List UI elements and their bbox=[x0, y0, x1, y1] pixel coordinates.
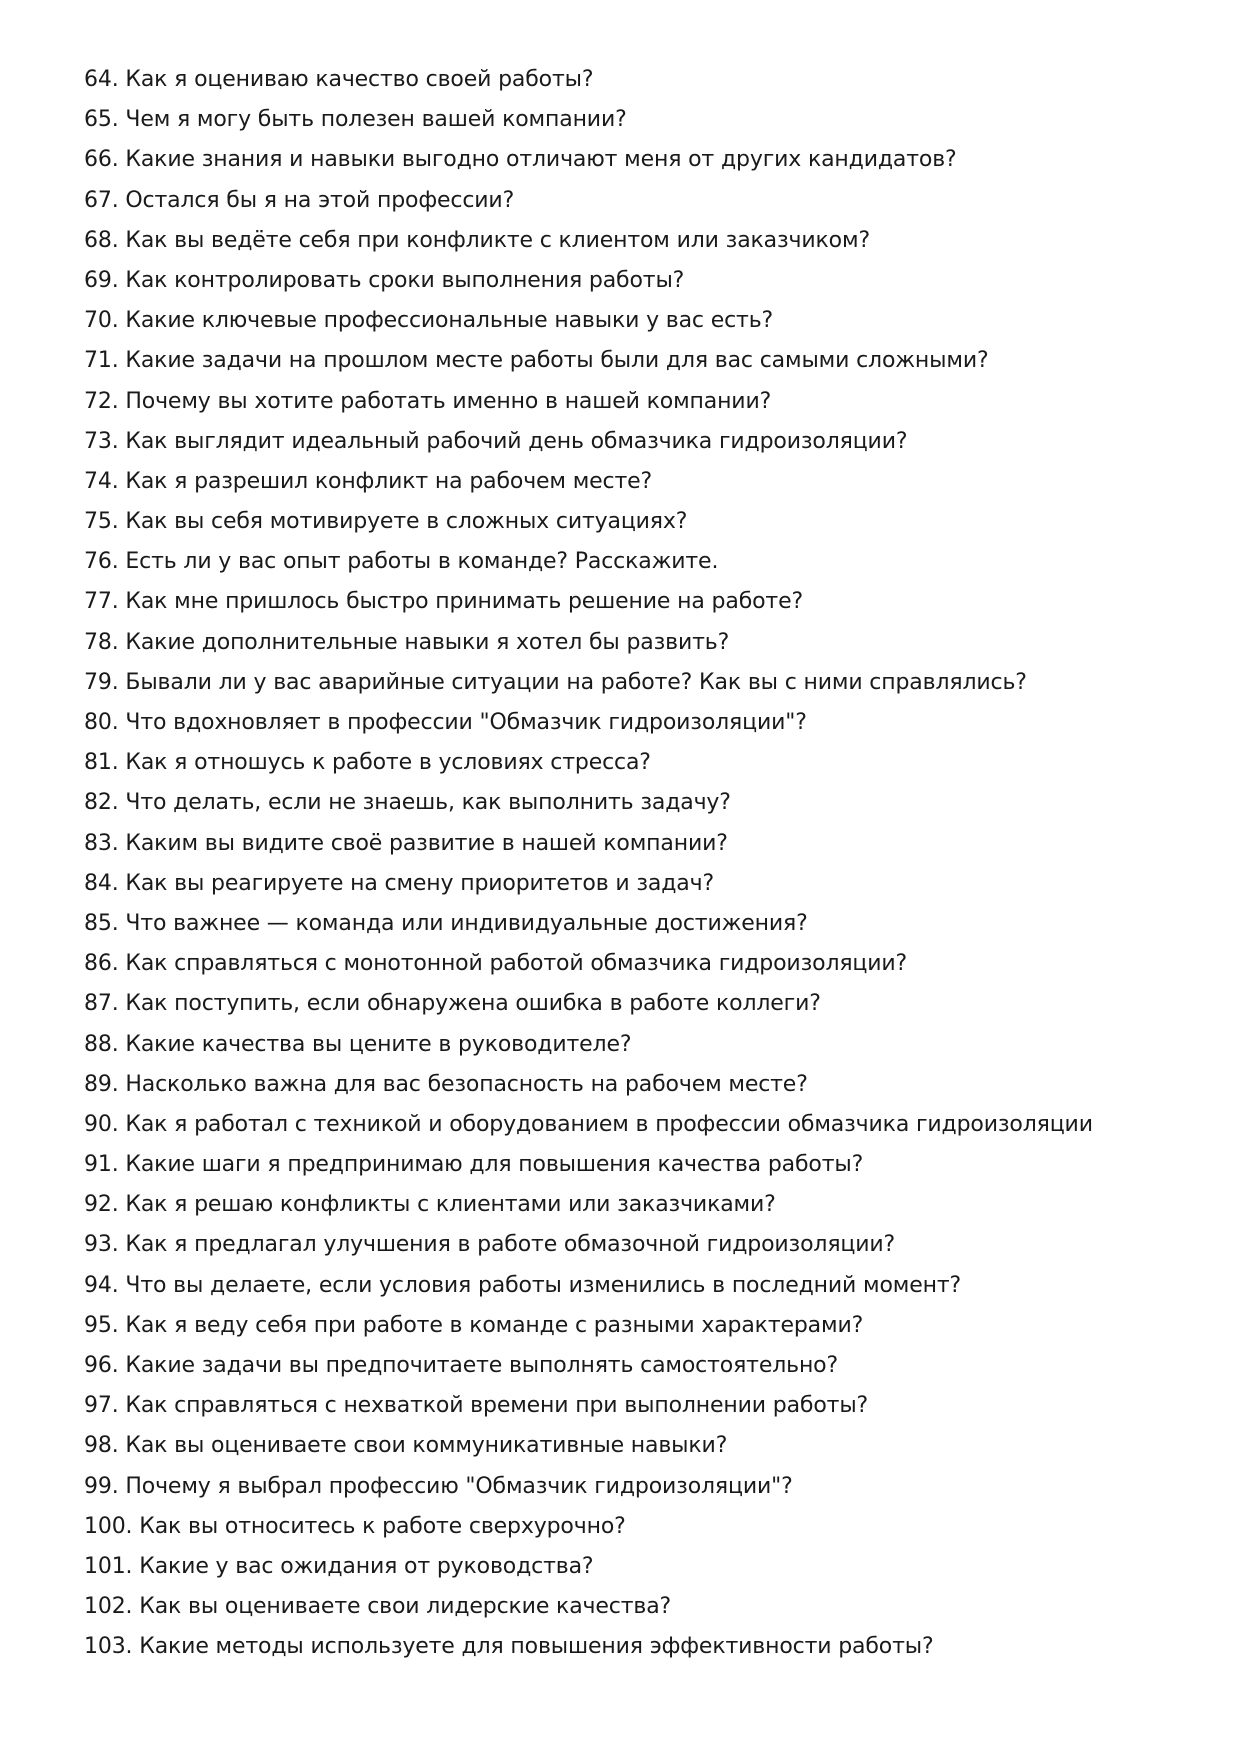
question-item: 74. Как я разрешил конфликт на рабочем месте? bbox=[84, 468, 653, 494]
question-item: 86. Как справляться с монотонной работой обмазчика гидроизоляции? bbox=[84, 951, 908, 977]
question-item: 89. Насколько важна для вас безопасность на рабочем месте? bbox=[84, 1071, 808, 1097]
question-item: 103. Какие методы используете для повышения эффективности работы? bbox=[84, 1634, 934, 1660]
question-item: 78. Какие дополнительные навыки я хотел бы развить? bbox=[84, 629, 730, 655]
question-item: 100. Как вы относитесь к работе сверхурочно? bbox=[84, 1513, 626, 1539]
question-item: 94. Что вы делаете, если условия работы изменились в последний момент? bbox=[84, 1272, 962, 1298]
question-item: 72. Почему вы хотите работать именно в нашей компании? bbox=[84, 388, 772, 414]
question-item: 80. Что вдохновляет в профессии "Обмазчик гидроизоляции"? bbox=[84, 710, 807, 735]
question-item: 68. Как вы ведёте себя при конфликте с клиентом или заказчиком? bbox=[84, 227, 870, 253]
question-item: 64. Как я оцениваю качество своей работы? bbox=[84, 67, 594, 92]
question-item: 84. Как вы реагируете на смену приоритетов и задач? bbox=[84, 870, 715, 896]
question-item: 81. Как я отношусь к работе в условиях стресса? bbox=[84, 750, 651, 776]
question-item: 92. Как я решаю конфликты с клиентами или заказчиками? bbox=[84, 1192, 776, 1218]
question-item: 76. Есть ли у вас опыт работы в команде? Расскажите. bbox=[84, 549, 719, 575]
question-item: 70. Какие ключевые профессиональные навыки у вас есть? bbox=[84, 308, 774, 334]
question-item: 71. Какие задачи на прошлом месте работы были для вас самыми сложными? bbox=[84, 348, 989, 374]
question-item: 73. Как выглядит идеальный рабочий день обмазчика гидроизоляции? bbox=[84, 428, 908, 454]
question-item: 93. Как я предлагал улучшения в работе обмазочной гидроизоляции? bbox=[84, 1232, 896, 1258]
question-item: 85. Что важнее — команда или индивидуальные достижения? bbox=[84, 910, 808, 936]
question-item: 69. Как контролировать сроки выполнения работы? bbox=[84, 267, 685, 293]
question-item: 102. Как вы оцениваете свои лидерские качества? bbox=[84, 1594, 672, 1620]
question-item: 101. Какие у вас ожидания от руководства? bbox=[84, 1553, 594, 1579]
question-item: 91. Какие шаги я предпринимаю для повышения качества работы? bbox=[84, 1152, 864, 1178]
question-item: 95. Как я веду себя при работе в команде с разными характерами? bbox=[84, 1312, 864, 1338]
question-item: 79. Бывали ли у вас аварийные ситуации на работе? Как вы с ними справлялись? bbox=[84, 669, 1027, 695]
question-item: 87. Как поступить, если обнаружена ошибка в работе коллеги? bbox=[84, 991, 821, 1017]
question-item: 98. Как вы оцениваете свои коммуникативные навыки? bbox=[84, 1433, 728, 1459]
question-item: 88. Какие качества вы цените в руководителе? bbox=[84, 1031, 632, 1057]
question-list bbox=[84, 60, 1093, 1668]
question-item: 67. Остался бы я на этой профессии? bbox=[84, 187, 515, 213]
question-item: 96. Какие задачи вы предпочитаете выполнять самостоятельно? bbox=[84, 1353, 839, 1378]
question-item: 83. Каким вы видите своё развитие в нашей компании? bbox=[84, 830, 728, 856]
question-item: 97. Как справляться с нехваткой времени при выполнении работы? bbox=[84, 1393, 869, 1419]
question-item: 66. Какие знания и навыки выгодно отличают меня от других кандидатов? bbox=[84, 147, 957, 173]
question-item: 75. Как вы себя мотивируете в сложных ситуациях? bbox=[84, 509, 688, 535]
question-item: 99. Почему я выбрал профессию "Обмазчик гидроизоляции"? bbox=[84, 1473, 793, 1499]
question-item: 77. Как мне пришлось быстро принимать решение на работе? bbox=[84, 589, 804, 615]
question-item: 90. Как я работал с техникой и оборудованием в профессии обмазчика гидроизоляции bbox=[84, 1111, 1093, 1137]
question-item: 65. Чем я могу быть полезен вашей компании? bbox=[84, 107, 627, 133]
question-item: 82. Что делать, если не знаешь, как выполнить задачу? bbox=[84, 790, 731, 816]
